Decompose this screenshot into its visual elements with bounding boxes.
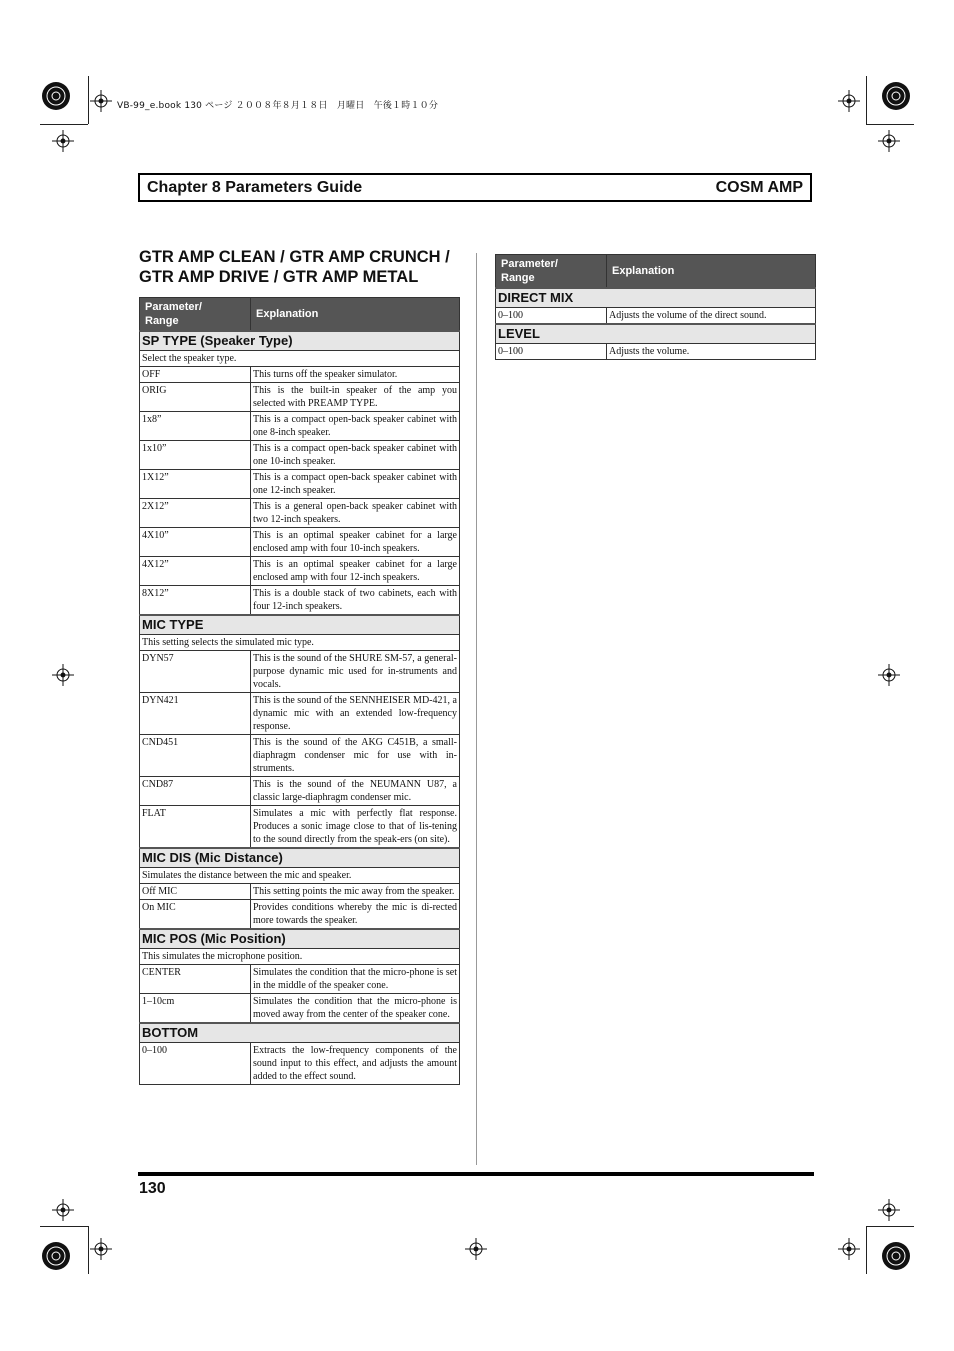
param-cell: 0–100 (140, 1043, 251, 1085)
param-cell: CENTER (140, 965, 251, 994)
table-row (140, 965, 460, 994)
param-cell: 1X12” (140, 470, 251, 499)
table-row (496, 308, 816, 325)
explanation-cell: This is an optimal speaker cabinet for a large enclosed amp with four 12-inch speakers. (251, 557, 460, 586)
group-description: This setting selects the simulated mic type. (140, 635, 460, 651)
param-cell: ORIG (140, 383, 251, 412)
explanation-cell: Simulates a mic with perfectly flat response. Produces a sonic image close to that of lis-tening to the sound directly from the speak-ers (on site). (251, 806, 460, 849)
section-title-line: GTR AMP CLEAN / GTR AMP CRUNCH / (139, 248, 450, 266)
registration-mark-icon (40, 80, 72, 112)
param-cell: 1–10cm (140, 994, 251, 1024)
explanation-cell: Simulates the condition that the micro-phone is set in the middle of the speaker cone. (251, 965, 460, 994)
table-row (140, 777, 460, 806)
crosshair-target-icon (90, 90, 112, 112)
parameter-table-left (139, 297, 460, 1085)
table-row (140, 441, 460, 470)
header-text: Range (145, 315, 179, 327)
table-row (496, 344, 816, 360)
section-title (139, 248, 469, 287)
group-description: Select the speaker type. (140, 351, 460, 367)
table-row (140, 586, 460, 616)
chapter-title: Chapter 8 Parameters Guide (147, 179, 363, 196)
explanation-cell: This is a compact open-back speaker cabinet with one 12-inch speaker. (251, 470, 460, 499)
explanation-cell: This is a compact open-back speaker cabinet with one 8-inch speaker. (251, 412, 460, 441)
explanation-cell: This is the sound of the AKG C451B, a small-diaphragm condenser mic for use with in-struments. (251, 735, 460, 777)
param-range-header (496, 255, 607, 289)
explanation-cell: Extracts the low-frequency components of the sound input to this effect, and adjusts the amount added to the effect sound. (251, 1043, 460, 1085)
table-row (140, 412, 460, 441)
explanation-cell: This turns off the speaker simulator. (251, 367, 460, 383)
crosshair-target-icon (878, 130, 900, 152)
group-title: BOTTOM (140, 1023, 460, 1043)
param-cell: 4X10” (140, 528, 251, 557)
param-cell: OFF (140, 367, 251, 383)
param-cell: 1x10” (140, 441, 251, 470)
param-cell: DYN57 (140, 651, 251, 693)
param-cell: Off MIC (140, 884, 251, 900)
table-row (140, 884, 460, 900)
group-title: MIC DIS (Mic Distance) (140, 848, 460, 868)
table-row (140, 806, 460, 849)
param-cell: 1x8” (140, 412, 251, 441)
param-cell: 0–100 (496, 308, 607, 325)
header-text: Parameter/ (501, 258, 558, 270)
group-description: Simulates the distance between the mic and speaker. (140, 868, 460, 884)
table-row (140, 994, 460, 1024)
section-title-line: GTR AMP DRIVE / GTR AMP METAL (139, 267, 419, 286)
param-cell: 0–100 (496, 344, 607, 360)
table-row (140, 557, 460, 586)
group-description: This simulates the microphone position. (140, 949, 460, 965)
table-row (140, 528, 460, 557)
explanation-cell: This is a double stack of two cabinets, each with four 12-inch speakers. (251, 586, 460, 616)
crosshair-target-icon (52, 1199, 74, 1221)
header-text: Parameter/ (145, 301, 202, 313)
group-title: DIRECT MIX (496, 288, 816, 308)
table-header-row (496, 255, 816, 289)
explanation-cell: Provides conditions whereby the mic is di-rected more towards the speaker. (251, 900, 460, 930)
explanation-cell: This is an optimal speaker cabinet for a large enclosed amp with four 10-inch speakers. (251, 528, 460, 557)
param-cell: CND451 (140, 735, 251, 777)
chapter-header (138, 173, 812, 202)
table-row (140, 1043, 460, 1085)
explanation-cell: This is a general open-back speaker cabinet with two 12-inch speakers. (251, 499, 460, 528)
param-cell: CND87 (140, 777, 251, 806)
registration-mark-icon (40, 1240, 72, 1272)
table-row (140, 735, 460, 777)
table-row (140, 367, 460, 383)
column-divider (476, 253, 477, 1165)
explanation-cell: This is the built-in speaker of the amp you selected with PREAMP TYPE. (251, 383, 460, 412)
group-title: MIC TYPE (140, 615, 460, 635)
explanation-header: Explanation (251, 298, 460, 332)
explanation-cell: Adjusts the volume. (607, 344, 816, 360)
registration-mark-icon (880, 80, 912, 112)
registration-mark-icon (880, 1240, 912, 1272)
crosshair-target-icon (878, 1199, 900, 1221)
crosshair-target-icon (465, 1238, 487, 1260)
table-row (140, 693, 460, 735)
print-info-line: VB-99_e.book 130 ページ ２００８年８月１８日 月曜日 午後１時１０分 (117, 101, 439, 111)
explanation-cell: This is a compact open-back speaker cabinet with one 10-inch speaker. (251, 441, 460, 470)
param-cell: On MIC (140, 900, 251, 930)
explanation-header: Explanation (607, 255, 816, 289)
section-label: COSM AMP (715, 179, 803, 196)
param-cell: 2X12” (140, 499, 251, 528)
explanation-cell: This setting points the mic away from the speaker. (251, 884, 460, 900)
param-cell: FLAT (140, 806, 251, 849)
explanation-cell: This is the sound of the SHURE SM-57, a general-purpose dynamic mic used for in-struments and vocals. (251, 651, 460, 693)
table-row (140, 499, 460, 528)
param-range-header (140, 298, 251, 332)
header-text: Range (501, 272, 535, 284)
explanation-cell: Adjusts the volume of the direct sound. (607, 308, 816, 325)
explanation-cell: Simulates the condition that the micro-phone is moved away from the center of the speaker cone. (251, 994, 460, 1024)
crosshair-target-icon (878, 664, 900, 686)
param-cell: 4X12” (140, 557, 251, 586)
param-cell: 8X12” (140, 586, 251, 616)
group-title: LEVEL (496, 324, 816, 344)
crosshair-target-icon (838, 90, 860, 112)
param-cell: DYN421 (140, 693, 251, 735)
crosshair-target-icon (52, 664, 74, 686)
table-row (140, 651, 460, 693)
crosshair-target-icon (90, 1238, 112, 1260)
group-title: MIC POS (Mic Position) (140, 929, 460, 949)
parameter-table-right (495, 254, 816, 360)
table-header-row (140, 298, 460, 332)
table-row (140, 900, 460, 930)
footer-rule (138, 1172, 814, 1176)
crosshair-target-icon (52, 130, 74, 152)
explanation-cell: This is the sound of the SENNHEISER MD-421, a dynamic mic with an extended low-frequency response. (251, 693, 460, 735)
table-row (140, 383, 460, 412)
page-number: 130 (139, 1180, 166, 1197)
explanation-cell: This is the sound of the NEUMANN U87, a classic large-diaphragm condenser mic. (251, 777, 460, 806)
group-title: SP TYPE (Speaker Type) (140, 331, 460, 351)
crosshair-target-icon (838, 1238, 860, 1260)
table-row (140, 470, 460, 499)
